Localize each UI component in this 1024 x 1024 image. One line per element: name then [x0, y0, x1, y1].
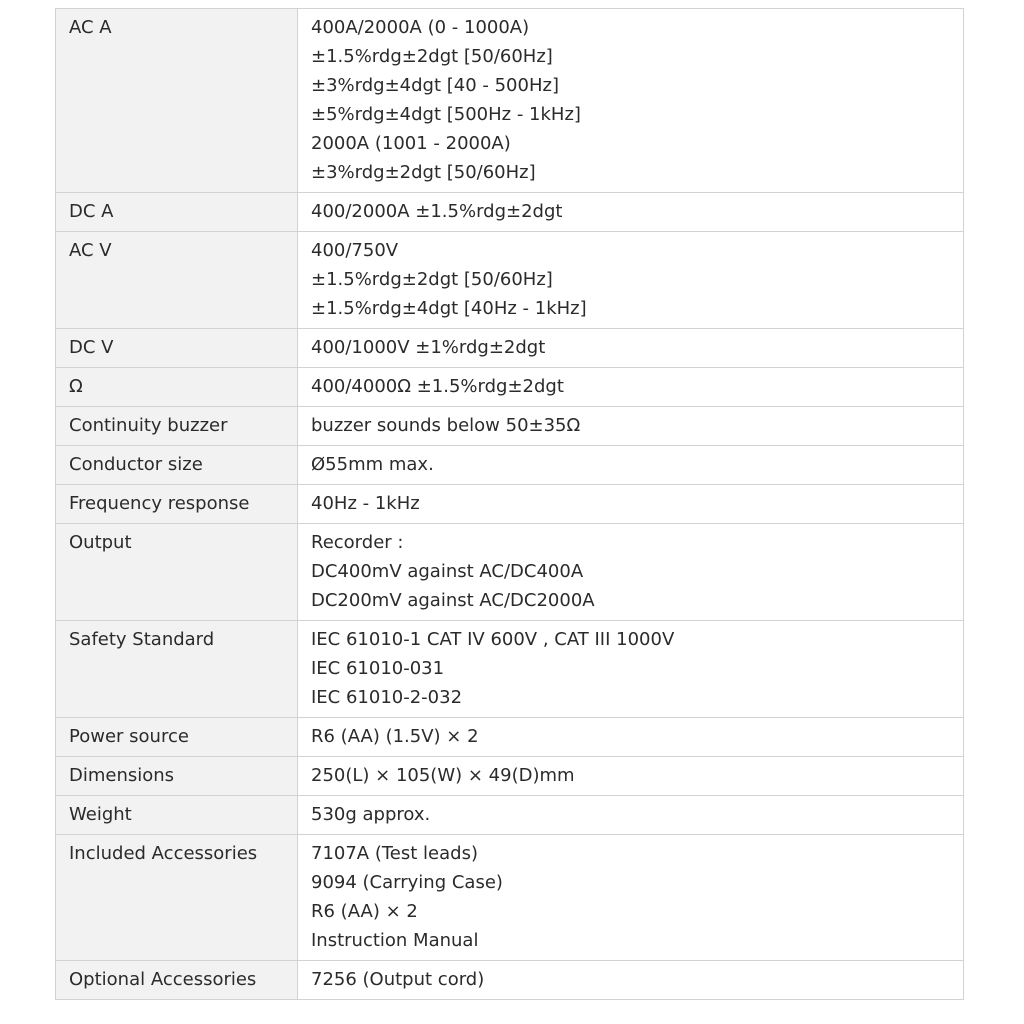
spec-value — [298, 446, 964, 485]
spec-label: Weight — [56, 796, 298, 835]
table-row — [56, 718, 964, 757]
table-row — [56, 524, 964, 621]
spec-value-line: R6 (AA) (1.5V) × 2 — [311, 726, 479, 747]
table-row — [56, 232, 964, 329]
spec-value-line: 400/750V — [311, 240, 399, 261]
spec-value-line: Instruction Manual — [311, 930, 479, 951]
table-row — [56, 446, 964, 485]
spec-label: Included Accessories — [56, 835, 298, 961]
spec-value — [298, 621, 964, 718]
spec-value — [298, 193, 964, 232]
spec-value-line: 400/2000A ±1.5%rdg±2dgt — [311, 201, 563, 222]
spec-label: Dimensions — [56, 757, 298, 796]
spec-value — [298, 368, 964, 407]
spec-value-line: ±3%rdg±2dgt [50/60Hz] — [311, 162, 536, 183]
table-row — [56, 407, 964, 446]
spec-value-line: 7256 (Output cord) — [311, 969, 485, 990]
spec-value-line: ±1.5%rdg±2dgt [50/60Hz] — [311, 269, 553, 290]
spec-label: Continuity buzzer — [56, 407, 298, 446]
spec-value-line: 530g approx. — [311, 804, 431, 825]
spec-value-line: IEC 61010-1 CAT IV 600V , CAT III 1000V — [311, 629, 675, 650]
table-row — [56, 329, 964, 368]
spec-label: Frequency response — [56, 485, 298, 524]
specification-table-body — [56, 9, 964, 1000]
spec-value-line: 7107A (Test leads) — [311, 843, 478, 864]
spec-value-line: DC200mV against AC/DC2000A — [311, 590, 595, 611]
spec-value-line: Ø55mm max. — [311, 454, 434, 475]
spec-label: AC V — [56, 232, 298, 329]
spec-value-line: 400A/2000A (0 - 1000A) — [311, 17, 530, 38]
spec-value-line: ±1.5%rdg±2dgt [50/60Hz] — [311, 46, 553, 67]
spec-value-line: 2000A (1001 - 2000A) — [311, 133, 511, 154]
table-row — [56, 193, 964, 232]
spec-value-line: DC400mV against AC/DC400A — [311, 561, 584, 582]
table-row — [56, 9, 964, 193]
spec-value — [298, 407, 964, 446]
spec-label: DC V — [56, 329, 298, 368]
spec-value — [298, 757, 964, 796]
spec-value — [298, 329, 964, 368]
spec-value-line: 400/1000V ±1%rdg±2dgt — [311, 337, 546, 358]
table-row — [56, 796, 964, 835]
spec-label: AC A — [56, 9, 298, 193]
spec-value — [298, 524, 964, 621]
spec-value — [298, 485, 964, 524]
spec-value-line: 400/4000Ω ±1.5%rdg±2dgt — [311, 376, 564, 397]
spec-value — [298, 835, 964, 961]
spec-value — [298, 796, 964, 835]
specification-table — [55, 8, 964, 1000]
spec-value-line: 40Hz - 1kHz — [311, 493, 420, 514]
spec-label: Output — [56, 524, 298, 621]
spec-value-line: IEC 61010-031 — [311, 658, 445, 679]
spec-value — [298, 232, 964, 329]
table-row — [56, 961, 964, 1000]
spec-value — [298, 961, 964, 1000]
spec-value-line: Recorder : — [311, 532, 404, 553]
table-row — [56, 757, 964, 796]
table-row — [56, 485, 964, 524]
spec-value-line: ±3%rdg±4dgt [40 - 500Hz] — [311, 75, 559, 96]
spec-value-line: buzzer sounds below 50±35Ω — [311, 415, 581, 436]
table-row — [56, 368, 964, 407]
spec-value-line: IEC 61010-2-032 — [311, 687, 463, 708]
table-row — [56, 621, 964, 718]
spec-label: Ω — [56, 368, 298, 407]
spec-label: Optional Accessories — [56, 961, 298, 1000]
spec-value-line: ±1.5%rdg±4dgt [40Hz - 1kHz] — [311, 298, 587, 319]
spec-label: DC A — [56, 193, 298, 232]
spec-label: Power source — [56, 718, 298, 757]
spec-value-line: 9094 (Carrying Case) — [311, 872, 503, 893]
table-row — [56, 835, 964, 961]
spec-value-line: ±5%rdg±4dgt [500Hz - 1kHz] — [311, 104, 581, 125]
spec-value-line: R6 (AA) × 2 — [311, 901, 418, 922]
spec-value — [298, 718, 964, 757]
spec-value — [298, 9, 964, 193]
spec-label: Safety Standard — [56, 621, 298, 718]
spec-label: Conductor size — [56, 446, 298, 485]
spec-value-line: 250(L) × 105(W) × 49(D)mm — [311, 765, 575, 786]
